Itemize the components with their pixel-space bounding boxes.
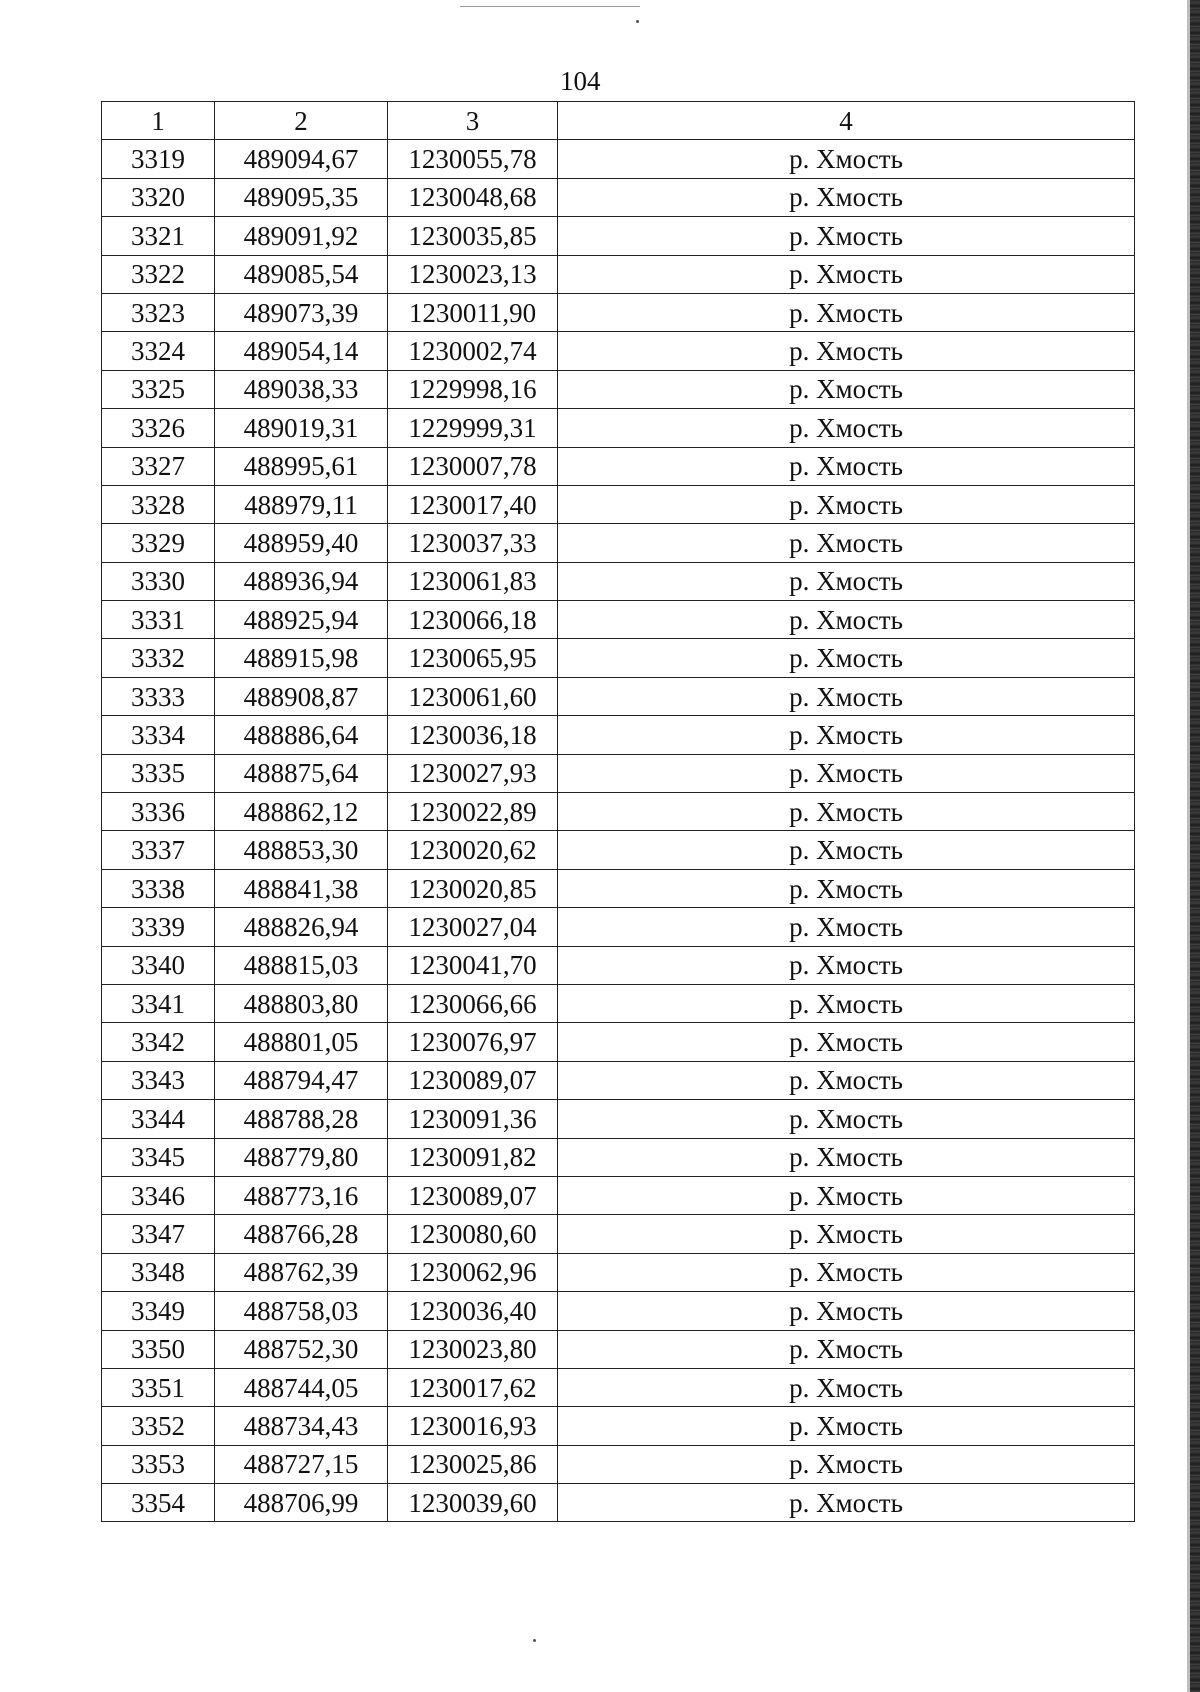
y-coordinate-cell: 1230027,93 (388, 754, 558, 792)
table-row (102, 217, 1135, 255)
x-coordinate-cell: 488886,64 (215, 716, 388, 754)
table-row (102, 485, 1135, 523)
y-coordinate-cell: 1230066,66 (388, 984, 558, 1022)
point-number-cell: 3331 (102, 601, 215, 639)
x-coordinate-cell: 488815,03 (215, 946, 388, 984)
point-number-cell: 3347 (102, 1215, 215, 1253)
x-coordinate-cell: 488779,80 (215, 1138, 388, 1176)
table-row (102, 946, 1135, 984)
y-coordinate-cell: 1230061,60 (388, 677, 558, 715)
description-cell: р. Хмость (558, 485, 1135, 523)
x-coordinate-cell: 488801,05 (215, 1023, 388, 1061)
y-coordinate-cell: 1230091,36 (388, 1100, 558, 1138)
table-row (102, 1253, 1135, 1291)
x-coordinate-cell: 489073,39 (215, 293, 388, 331)
x-coordinate-cell: 489095,35 (215, 178, 388, 216)
y-coordinate-cell: 1230036,40 (388, 1292, 558, 1330)
description-cell: р. Хмость (558, 1100, 1135, 1138)
table-row (102, 447, 1135, 485)
y-coordinate-cell: 1230027,04 (388, 908, 558, 946)
scan-speck (636, 20, 639, 23)
table-row (102, 1215, 1135, 1253)
table-row (102, 562, 1135, 600)
table-row (102, 908, 1135, 946)
point-number-cell: 3324 (102, 332, 215, 370)
y-coordinate-cell: 1230007,78 (388, 447, 558, 485)
table-row (102, 1330, 1135, 1368)
description-cell: р. Хмость (558, 754, 1135, 792)
point-number-cell: 3348 (102, 1253, 215, 1291)
x-coordinate-cell: 488762,39 (215, 1253, 388, 1291)
description-cell: р. Хмость (558, 1292, 1135, 1330)
description-cell: р. Хмость (558, 793, 1135, 831)
point-number-cell: 3341 (102, 984, 215, 1022)
x-coordinate-cell: 488706,99 (215, 1484, 388, 1522)
x-coordinate-cell: 489091,92 (215, 217, 388, 255)
point-number-cell: 3322 (102, 255, 215, 293)
table-row (102, 524, 1135, 562)
x-coordinate-cell: 488862,12 (215, 793, 388, 831)
point-number-cell: 3339 (102, 908, 215, 946)
table-row (102, 140, 1135, 178)
point-number-cell: 3334 (102, 716, 215, 754)
point-number-cell: 3328 (102, 485, 215, 523)
scan-speck (533, 1639, 536, 1642)
y-coordinate-cell: 1230036,18 (388, 716, 558, 754)
description-cell: р. Хмость (558, 1368, 1135, 1406)
y-coordinate-cell: 1230025,86 (388, 1445, 558, 1483)
point-number-cell: 3344 (102, 1100, 215, 1138)
description-cell: р. Хмость (558, 677, 1135, 715)
y-coordinate-cell: 1230061,83 (388, 562, 558, 600)
table-header-row (102, 102, 1135, 140)
table-row (102, 1023, 1135, 1061)
table-row (102, 869, 1135, 907)
point-number-cell: 3329 (102, 524, 215, 562)
description-cell: р. Хмость (558, 1215, 1135, 1253)
point-number-cell: 3350 (102, 1330, 215, 1368)
table-row (102, 831, 1135, 869)
x-coordinate-cell: 488794,47 (215, 1061, 388, 1099)
y-coordinate-cell: 1230020,85 (388, 869, 558, 907)
page-number: 104 (560, 66, 601, 96)
table-row (102, 754, 1135, 792)
point-number-cell: 3332 (102, 639, 215, 677)
description-cell: р. Хмость (558, 217, 1135, 255)
x-coordinate-cell: 488773,16 (215, 1176, 388, 1214)
y-coordinate-cell: 1230022,89 (388, 793, 558, 831)
y-coordinate-cell: 1230020,62 (388, 831, 558, 869)
y-coordinate-cell: 1230089,07 (388, 1061, 558, 1099)
description-cell: р. Хмость (558, 831, 1135, 869)
point-number-cell: 3321 (102, 217, 215, 255)
point-number-cell: 3336 (102, 793, 215, 831)
x-coordinate-cell: 488959,40 (215, 524, 388, 562)
table-row (102, 1176, 1135, 1214)
y-coordinate-cell: 1230016,93 (388, 1407, 558, 1445)
description-cell: р. Хмость (558, 984, 1135, 1022)
point-number-cell: 3345 (102, 1138, 215, 1176)
point-number-cell: 3323 (102, 293, 215, 331)
description-cell: р. Хмость (558, 1061, 1135, 1099)
x-coordinate-cell: 489054,14 (215, 332, 388, 370)
y-coordinate-cell: 1230080,60 (388, 1215, 558, 1253)
point-number-cell: 3333 (102, 677, 215, 715)
description-cell: р. Хмость (558, 1138, 1135, 1176)
point-number-cell: 3349 (102, 1292, 215, 1330)
y-coordinate-cell: 1230048,68 (388, 178, 558, 216)
x-coordinate-cell: 488744,05 (215, 1368, 388, 1406)
description-cell: р. Хмость (558, 332, 1135, 370)
table-row (102, 601, 1135, 639)
point-number-cell: 3320 (102, 178, 215, 216)
y-coordinate-cell: 1230076,97 (388, 1023, 558, 1061)
y-coordinate-cell: 1230023,13 (388, 255, 558, 293)
description-cell: р. Хмость (558, 1330, 1135, 1368)
table-row (102, 1368, 1135, 1406)
x-coordinate-cell: 488826,94 (215, 908, 388, 946)
description-cell: р. Хмость (558, 946, 1135, 984)
coordinates-table (101, 101, 1135, 1522)
y-coordinate-cell: 1230017,40 (388, 485, 558, 523)
description-cell: р. Хмость (558, 255, 1135, 293)
table-row (102, 639, 1135, 677)
description-cell: р. Хмость (558, 1407, 1135, 1445)
x-coordinate-cell: 488925,94 (215, 601, 388, 639)
description-cell: р. Хмость (558, 293, 1135, 331)
point-number-cell: 3338 (102, 869, 215, 907)
table-row (102, 1138, 1135, 1176)
table-row (102, 1100, 1135, 1138)
table-row (102, 793, 1135, 831)
y-coordinate-cell: 1230011,90 (388, 293, 558, 331)
table-row (102, 1061, 1135, 1099)
table-row (102, 293, 1135, 331)
point-number-cell: 3343 (102, 1061, 215, 1099)
point-number-cell: 3352 (102, 1407, 215, 1445)
scan-right-edge (1190, 0, 1200, 1692)
x-coordinate-cell: 489085,54 (215, 255, 388, 293)
point-number-cell: 3342 (102, 1023, 215, 1061)
point-number-cell: 3340 (102, 946, 215, 984)
column-header-4: 4 (558, 102, 1135, 140)
y-coordinate-cell: 1230017,62 (388, 1368, 558, 1406)
y-coordinate-cell: 1230035,85 (388, 217, 558, 255)
description-cell: р. Хмость (558, 524, 1135, 562)
y-coordinate-cell: 1230037,33 (388, 524, 558, 562)
point-number-cell: 3330 (102, 562, 215, 600)
description-cell: р. Хмость (558, 1484, 1135, 1522)
point-number-cell: 3325 (102, 370, 215, 408)
y-coordinate-cell: 1230023,80 (388, 1330, 558, 1368)
x-coordinate-cell: 488727,15 (215, 1445, 388, 1483)
x-coordinate-cell: 488766,28 (215, 1215, 388, 1253)
point-number-cell: 3354 (102, 1484, 215, 1522)
x-coordinate-cell: 488853,30 (215, 831, 388, 869)
x-coordinate-cell: 488758,03 (215, 1292, 388, 1330)
y-coordinate-cell: 1229998,16 (388, 370, 558, 408)
table-row (102, 716, 1135, 754)
y-coordinate-cell: 1230066,18 (388, 601, 558, 639)
table-row (102, 1445, 1135, 1483)
x-coordinate-cell: 488936,94 (215, 562, 388, 600)
description-cell: р. Хмость (558, 1253, 1135, 1291)
x-coordinate-cell: 488752,30 (215, 1330, 388, 1368)
x-coordinate-cell: 488803,80 (215, 984, 388, 1022)
column-header-2: 2 (215, 102, 388, 140)
column-header-3: 3 (388, 102, 558, 140)
y-coordinate-cell: 1229999,31 (388, 409, 558, 447)
table-row (102, 677, 1135, 715)
table-row (102, 1407, 1135, 1445)
description-cell: р. Хмость (558, 1176, 1135, 1214)
y-coordinate-cell: 1230065,95 (388, 639, 558, 677)
y-coordinate-cell: 1230002,74 (388, 332, 558, 370)
x-coordinate-cell: 488875,64 (215, 754, 388, 792)
table-row (102, 255, 1135, 293)
y-coordinate-cell: 1230041,70 (388, 946, 558, 984)
point-number-cell: 3353 (102, 1445, 215, 1483)
x-coordinate-cell: 488734,43 (215, 1407, 388, 1445)
x-coordinate-cell: 489094,67 (215, 140, 388, 178)
description-cell: р. Хмость (558, 370, 1135, 408)
y-coordinate-cell: 1230062,96 (388, 1253, 558, 1291)
y-coordinate-cell: 1230091,82 (388, 1138, 558, 1176)
table-body (102, 140, 1135, 1522)
point-number-cell: 3346 (102, 1176, 215, 1214)
description-cell: р. Хмость (558, 908, 1135, 946)
x-coordinate-cell: 489019,31 (215, 409, 388, 447)
description-cell: р. Хмость (558, 869, 1135, 907)
point-number-cell: 3326 (102, 409, 215, 447)
x-coordinate-cell: 488979,11 (215, 485, 388, 523)
x-coordinate-cell: 489038,33 (215, 370, 388, 408)
description-cell: р. Хмость (558, 140, 1135, 178)
x-coordinate-cell: 488995,61 (215, 447, 388, 485)
description-cell: р. Хмость (558, 562, 1135, 600)
point-number-cell: 3337 (102, 831, 215, 869)
table-row (102, 178, 1135, 216)
description-cell: р. Хмость (558, 1023, 1135, 1061)
y-coordinate-cell: 1230055,78 (388, 140, 558, 178)
point-number-cell: 3319 (102, 140, 215, 178)
table-row (102, 370, 1135, 408)
description-cell: р. Хмость (558, 1445, 1135, 1483)
point-number-cell: 3351 (102, 1368, 215, 1406)
x-coordinate-cell: 488788,28 (215, 1100, 388, 1138)
column-header-1: 1 (102, 102, 215, 140)
description-cell: р. Хмость (558, 601, 1135, 639)
description-cell: р. Хмость (558, 178, 1135, 216)
y-coordinate-cell: 1230089,07 (388, 1176, 558, 1214)
description-cell: р. Хмость (558, 639, 1135, 677)
point-number-cell: 3327 (102, 447, 215, 485)
x-coordinate-cell: 488915,98 (215, 639, 388, 677)
description-cell: р. Хмость (558, 409, 1135, 447)
description-cell: р. Хмость (558, 447, 1135, 485)
point-number-cell: 3335 (102, 754, 215, 792)
y-coordinate-cell: 1230039,60 (388, 1484, 558, 1522)
table-row (102, 332, 1135, 370)
table-row (102, 1484, 1135, 1522)
description-cell: р. Хмость (558, 716, 1135, 754)
scan-top-line (460, 6, 640, 7)
x-coordinate-cell: 488908,87 (215, 677, 388, 715)
table-row (102, 409, 1135, 447)
table-row (102, 1292, 1135, 1330)
x-coordinate-cell: 488841,38 (215, 869, 388, 907)
table-row (102, 984, 1135, 1022)
